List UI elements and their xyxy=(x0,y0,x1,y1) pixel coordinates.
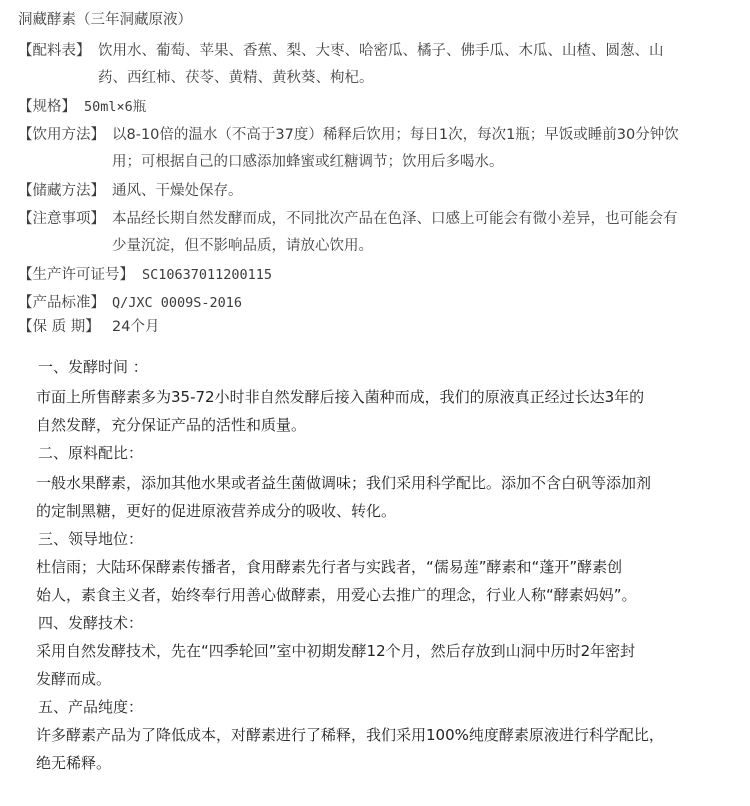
spec-usage xyxy=(18,122,748,176)
section-heading: 五、产品纯度： xyxy=(38,698,144,716)
spec-label: 【规格】 xyxy=(18,99,76,115)
section-ingredient-ratio xyxy=(38,442,728,526)
spec-value-line: 少量沉淀，但不影响品质，请放心饮用。 xyxy=(112,238,373,254)
spec-label: 【饮用方法】 xyxy=(18,127,105,143)
section-heading: 三、领导地位： xyxy=(38,530,144,548)
spec-value-line: 50ml×6瓶 xyxy=(84,99,147,115)
section-line: 市面上所售酵素多为35-72小时非自然发酵后接入菌种而成，我们的原液真正经过长达3年的 xyxy=(36,388,645,406)
section-line: 许多酵素产品为了降低成本，对酵素进行了稀释，我们采用100%纯度酵素原液进行科学配比， xyxy=(36,726,664,744)
spec-label: 【保 质 期】 xyxy=(18,319,100,335)
section-leadership xyxy=(38,528,728,612)
section-heading: 二、原料配比： xyxy=(38,444,144,462)
spec-value-line: 用；可根据自己的口感添加蜂蜜或红糖调节；饮用后多喝水。 xyxy=(112,154,504,170)
product-title: 洞藏酵素（三年洞藏原液） xyxy=(18,12,192,28)
spec-label: 【产品标准】 xyxy=(18,295,105,311)
section-heading: 四、发酵技术： xyxy=(38,614,144,632)
spec-license xyxy=(18,262,748,289)
section-line: 的定制黑糖，更好的促进原液营养成分的吸收、转化。 xyxy=(36,502,397,520)
section-line: 绝无稀释。 xyxy=(36,754,112,772)
spec-label: 【储藏方法】 xyxy=(18,183,105,199)
spec-value-line: 通风、干燥处保存。 xyxy=(112,183,243,199)
spec-value-line: 饮用水、葡萄、苹果、香蕉、梨、大枣、哈密瓜、橘子、佛手瓜、木瓜、山楂、圆葱、山 xyxy=(98,43,664,59)
section-line: 一般水果酵素，添加其他水果或者益生菌做调味；我们采用科学配比。添加不含白矾等添加剂 xyxy=(36,474,652,492)
section-line: 始人，素食主义者，始终奉行用善心做酵素，用爱心去推广的理念，行业人称“酵素妈妈”。 xyxy=(36,586,637,604)
spec-value-line: 本品经长期自然发酵而成，不同批次产品在色泽、口感上可能会有微小差异，也可能会有 xyxy=(112,211,678,227)
spec-size xyxy=(18,94,748,121)
spec-label: 【配料表】 xyxy=(18,43,91,59)
spec-label: 【注意事项】 xyxy=(18,211,105,227)
section-line: 杜信雨；大陆环保酵素传播者，食用酵素先行者与实践者，“儒易莲”酵素和“蓬开”酵素创 xyxy=(36,558,623,576)
section-fermentation-time xyxy=(38,356,728,440)
spec-ingredients xyxy=(18,38,748,92)
spec-value-line: Q/JXC 0009S-2016 xyxy=(112,295,243,311)
spec-value-line: 药、西红柿、茯苓、黄精、黄秋葵、枸杞。 xyxy=(98,70,374,86)
spec-storage xyxy=(18,178,748,205)
section-line: 采用自然发酵技术，先在“四季轮回”室中初期发酵12个月，然后存放到山洞中历时2年密封 xyxy=(36,642,636,660)
spec-value-line: SC10637011200115 xyxy=(142,267,273,283)
spec-shelf-life xyxy=(18,314,748,341)
section-heading: 一、发酵时间 ： xyxy=(38,358,148,376)
spec-value-line: 24个月 xyxy=(112,319,160,335)
spec-standard xyxy=(18,290,748,317)
section-fermentation-tech xyxy=(38,612,728,696)
spec-value-line: 以8-10倍的温水（不高于37度）稀释后饮用；每日1次，每次1瓶；早饭或睡前30分钟饮 xyxy=(112,127,679,143)
spec-label: 【生产许可证号】 xyxy=(18,267,134,283)
spec-notes xyxy=(18,206,748,260)
section-line: 自然发酵，充分保证产品的活性和质量。 xyxy=(36,416,307,434)
section-line: 发酵而成。 xyxy=(36,670,112,688)
section-purity xyxy=(38,696,728,780)
